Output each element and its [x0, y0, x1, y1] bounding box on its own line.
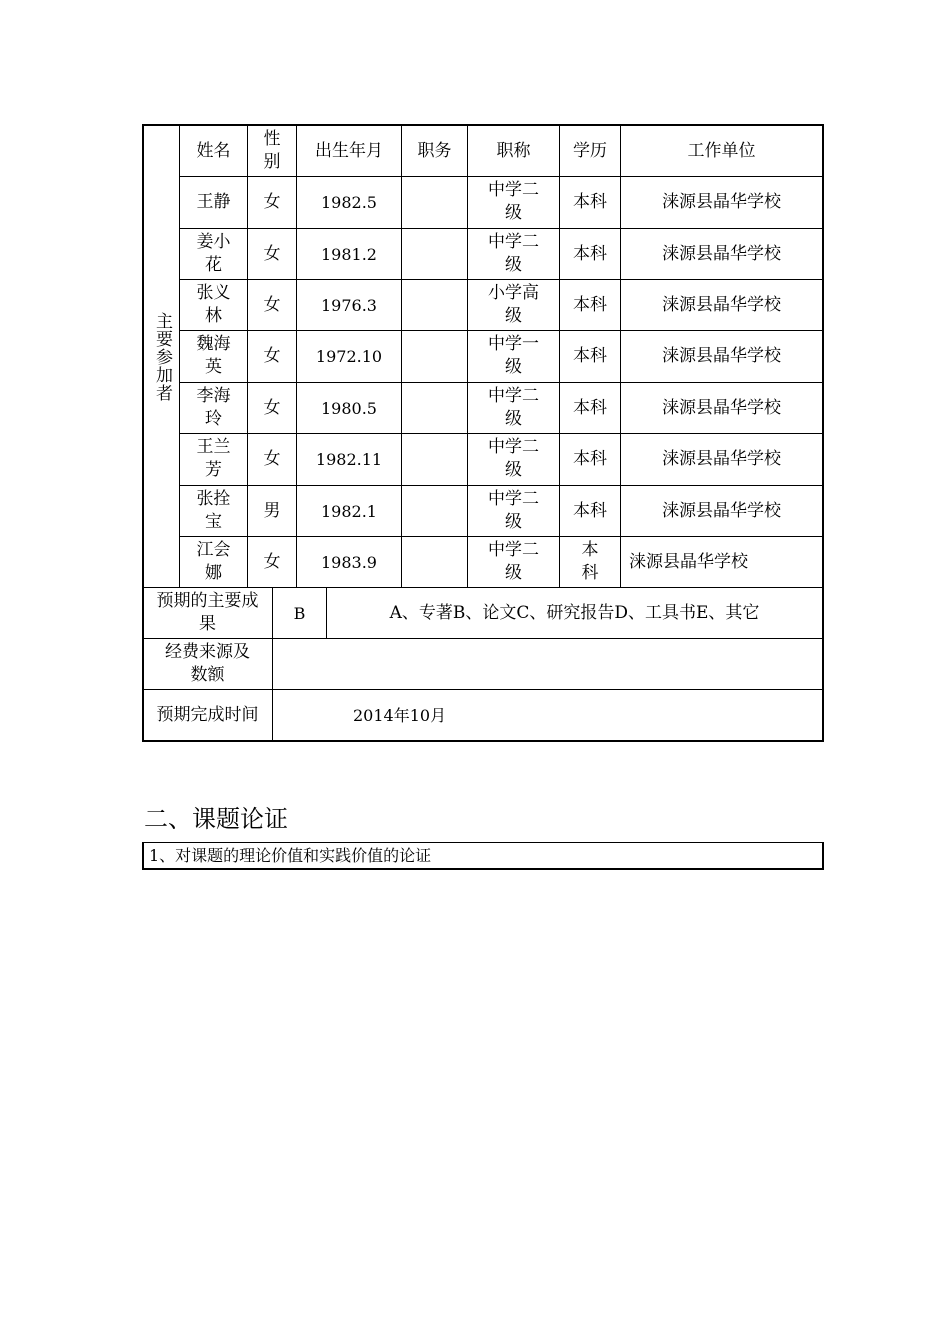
- table-cell-birth: 1983.9: [321, 552, 377, 572]
- table-cell-education: [560, 537, 620, 587]
- header-position: 职务: [417, 140, 452, 161]
- table-cell-unit: 涞源县晶华学校: [662, 243, 781, 264]
- table-cell-title: [468, 331, 559, 381]
- table-cell-name: [180, 331, 247, 381]
- table-cell-name-text: 王兰芳: [196, 437, 231, 480]
- table-cell-education-text: 本科: [573, 345, 607, 366]
- table-cell-position: [402, 486, 467, 536]
- table-cell-birth: 1976.3: [321, 295, 377, 315]
- table-cell-gender: 女: [263, 397, 281, 418]
- table-cell-position: [402, 383, 467, 433]
- table-cell-birth: 1972.10: [315, 346, 383, 366]
- table-cell-name: [180, 537, 247, 587]
- table-cell-unit: 涞源县晶华学校: [662, 500, 781, 521]
- table-cell-name: [180, 177, 247, 227]
- table-cell-title-text: 中学一级: [488, 334, 539, 377]
- table-cell-unit: 涞源县晶华学校: [662, 294, 781, 315]
- table-cell-gender: 女: [263, 294, 281, 315]
- table-cell-name: [180, 383, 247, 433]
- table-cell-education: [560, 383, 620, 433]
- group-label: 主要参加者: [152, 311, 172, 402]
- table-cell-position: [402, 537, 467, 587]
- table-cell-title-text: 中学二级: [488, 437, 539, 480]
- table-cell-education: [560, 486, 620, 536]
- completion-value: 2014年10月: [353, 705, 447, 725]
- table-cell-birth: 1982.11: [315, 449, 383, 469]
- table-cell-education-text: 本科: [573, 294, 607, 315]
- table-cell-unit: 涞源县晶华学校: [662, 448, 781, 469]
- table-cell-name-text: 李海玲: [196, 386, 231, 429]
- table-cell-gender: 女: [263, 191, 281, 212]
- table-cell-birth: 1982.1: [321, 501, 377, 521]
- table-cell-education-text: 本科: [573, 500, 607, 521]
- table-cell-gender: 女: [263, 345, 281, 366]
- table-cell-education: [560, 331, 620, 381]
- table-cell-title: [468, 280, 559, 330]
- table-cell-name: [180, 434, 247, 484]
- table-cell-name-text: 张拴宝: [196, 489, 231, 532]
- funding-label: 经费来源及数额: [165, 642, 250, 685]
- table-cell-unit: 涞源县晶华学校: [662, 191, 781, 212]
- header-title: 职称: [496, 140, 531, 161]
- table-cell-education: [560, 434, 620, 484]
- table-cell-birth: 1982.5: [321, 192, 377, 212]
- table-cell-title-text: 中学二级: [488, 180, 539, 223]
- table-cell-title-text: 中学二级: [488, 489, 539, 532]
- header-gender: 性 别: [263, 129, 281, 172]
- table-cell-title-text: 中学二级: [488, 540, 539, 583]
- table-cell-title: [468, 537, 559, 587]
- table-cell-title-text: 小学高级: [488, 283, 539, 326]
- table-cell-name: [180, 280, 247, 330]
- table-cell-name: [180, 486, 247, 536]
- table-cell-title: [468, 383, 559, 433]
- table-cell-unit: 涞源县晶华学校: [629, 551, 748, 572]
- table-cell-education-text: 本科: [573, 191, 607, 212]
- table-cell-birth: 1980.5: [321, 398, 377, 418]
- argument-item-1: 1、对课题的理论价值和实践价值的论证: [149, 846, 432, 865]
- table-cell-name-text: 魏海英: [196, 334, 231, 377]
- outcome-options: A、专著B、论文C、研究报告D、工具书E、其它: [389, 602, 760, 623]
- table-cell-education-text: 本科: [573, 448, 607, 469]
- table-cell-name-text: 张义林: [196, 283, 231, 326]
- table-cell-education: [560, 177, 620, 227]
- table-cell-gender: 女: [263, 448, 281, 469]
- table-cell-title-text: 中学二级: [488, 386, 539, 429]
- funding-value: [273, 639, 822, 689]
- table-cell-education-text: 本科: [573, 243, 607, 264]
- completion-label: 预期完成时间: [156, 704, 259, 725]
- table-cell-position: [402, 229, 467, 279]
- table-cell-title: [468, 434, 559, 484]
- table-cell-position: [402, 177, 467, 227]
- table-cell-title: [468, 229, 559, 279]
- table-cell-birth: 1981.2: [321, 244, 377, 264]
- table-cell-name-text: 姜小花: [196, 232, 231, 275]
- table-cell-title: [468, 486, 559, 536]
- table-cell-position: [402, 280, 467, 330]
- table-cell-name-text: 王静: [196, 191, 231, 212]
- table-cell-unit: 涞源县晶华学校: [662, 345, 781, 366]
- table-cell-education-text: 本科: [581, 540, 599, 583]
- header-name: 姓名: [196, 140, 231, 161]
- table-cell-unit: 涞源县晶华学校: [662, 397, 781, 418]
- table-cell-gender: 女: [263, 551, 281, 572]
- header-education: 学历: [573, 140, 607, 161]
- table-cell-education: [560, 229, 620, 279]
- table-cell-gender: 男: [263, 500, 281, 521]
- table-cell-name-text: 江会娜: [196, 540, 231, 583]
- table-cell-title-text: 中学二级: [488, 232, 539, 275]
- table-cell-education-text: 本科: [573, 397, 607, 418]
- section-heading: 二、课题论证: [144, 805, 288, 833]
- table-cell-position: [402, 434, 467, 484]
- table-cell-title: [468, 177, 559, 227]
- header-birth: 出生年月: [315, 140, 383, 161]
- outcome-label: 预期的主要成果: [156, 591, 259, 634]
- header-unit: 工作单位: [687, 140, 756, 161]
- table-cell-education: [560, 280, 620, 330]
- table-cell-position: [402, 331, 467, 381]
- table-cell-gender: 女: [263, 243, 281, 264]
- outcome-value: B: [293, 603, 306, 623]
- table-cell-name: [180, 229, 247, 279]
